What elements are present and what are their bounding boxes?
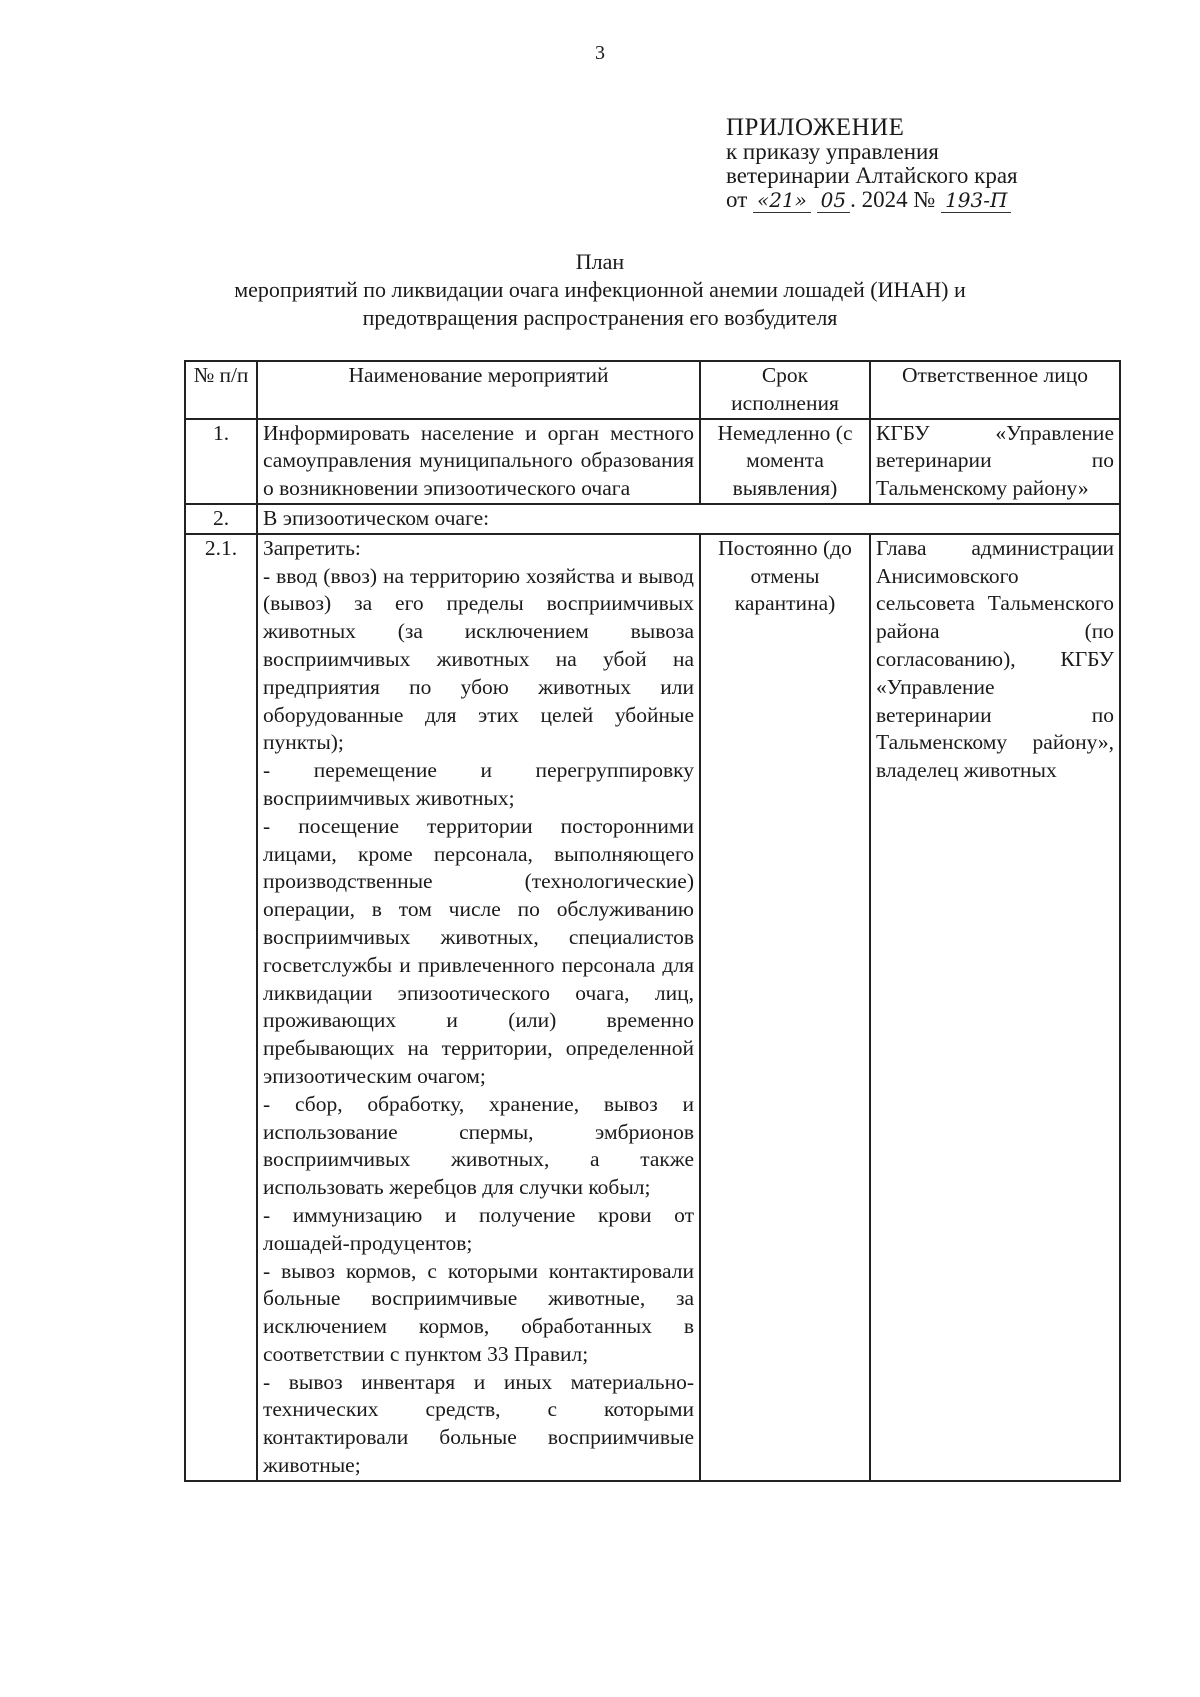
date-year: . 2024 №	[850, 187, 936, 212]
date-month-handwritten: 05	[817, 188, 850, 213]
plan-table	[184, 360, 1121, 1482]
appendix-line-2: ветеринарии Алтайского края	[726, 163, 1018, 188]
appendix-line-1: к приказу управления	[726, 139, 939, 164]
page-number: 3	[595, 42, 605, 64]
plan-title: План	[575, 249, 625, 274]
date-day-handwritten: «21»	[753, 188, 811, 213]
row-deadline: Немедленно (с момента выявления)	[700, 419, 870, 504]
table-row	[185, 419, 1120, 504]
row-responsible: Глава администрации Анисимовского сельсовета Тальменского района (по согласованию), КГБУ «Управление ветеринарии по Тальменскому району», владелец животных	[870, 534, 1120, 1481]
header-responsible: Ответственное лицо	[870, 361, 1120, 419]
row-name: Информировать население и орган местного самоуправления муниципального образования о возникновении эпизоотического очага	[257, 419, 700, 504]
appendix-date-line	[726, 188, 1018, 213]
row-name	[257, 534, 700, 1481]
appendix-title: ПРИЛОЖЕНИЕ	[726, 114, 905, 141]
measure-line: - вывоз кормов, с которыми контактировали больные восприимчивые животные, за исключением кормов, обработанных в соответствии с пунктом 33 Правил;	[263, 1258, 694, 1366]
header-deadline: Срок исполнения	[700, 361, 870, 419]
measure-line: - посещение территории посторонними лицами, кроме персонала, выполняющего производственные (технологические) операции, в том числе по обслуживанию восприимчивых животных, специалистов госветслужбы и привлеченного персонала для ликвидации эпизоотического очага, лиц, проживающих и (или) временно пребывающих на территории, определенной эпизоотическим очагом;	[263, 813, 694, 1088]
plan-heading	[0, 248, 1200, 332]
measure-line: Запретить:	[263, 535, 361, 560]
row-num: 2.1.	[185, 534, 257, 1481]
measure-line: - вывоз инвентаря и иных материально-технических средств, с которыми контактировали больные восприимчивые животные;	[263, 1369, 694, 1478]
table-row	[185, 534, 1120, 1481]
row-deadline: Постоянно (до отмены карантина)	[700, 534, 870, 1481]
measure-line: - ввод (ввоз) на территорию хозяйства и вывод (вывоз) за его пределы восприимчивых животных (за исключением вывоза восприимчивых животных на убой на предприятия по убою животных или оборудованные для этих целей убойные пункты);	[263, 563, 694, 755]
row-num: 1.	[185, 419, 257, 504]
measure-line: - иммунизацию и получение крови от лошадей-продуцентов;	[263, 1202, 694, 1255]
plan-subtitle-line-2: предотвращения распространения его возбудителя	[362, 305, 838, 330]
row-num: 2.	[185, 504, 257, 534]
plan-subtitle-line-1: мероприятий по ликвидации очага инфекционной анемии лошадей (ИНАН) и	[234, 277, 966, 302]
table-row	[185, 504, 1120, 534]
measure-line: - сбор, обработку, хранение, вывоз и использование спермы, эмбрионов восприимчивых животных, а также использовать жеребцов для случки кобыл;	[263, 1091, 694, 1200]
row-responsible: КГБУ «Управление ветеринарии по Тальменскому району»	[870, 419, 1120, 504]
header-num: № п/п	[185, 361, 257, 419]
header-name: Наименование мероприятий	[257, 361, 700, 419]
date-prefix: от	[726, 187, 748, 212]
appendix-header	[726, 116, 1018, 213]
measure-line: - перемещение и перегруппировку восприимчивых животных;	[263, 758, 694, 810]
table-header-row	[185, 361, 1120, 419]
row-section-title: В эпизоотическом очаге:	[257, 504, 1120, 534]
order-number-handwritten: 193-П	[941, 188, 1011, 213]
